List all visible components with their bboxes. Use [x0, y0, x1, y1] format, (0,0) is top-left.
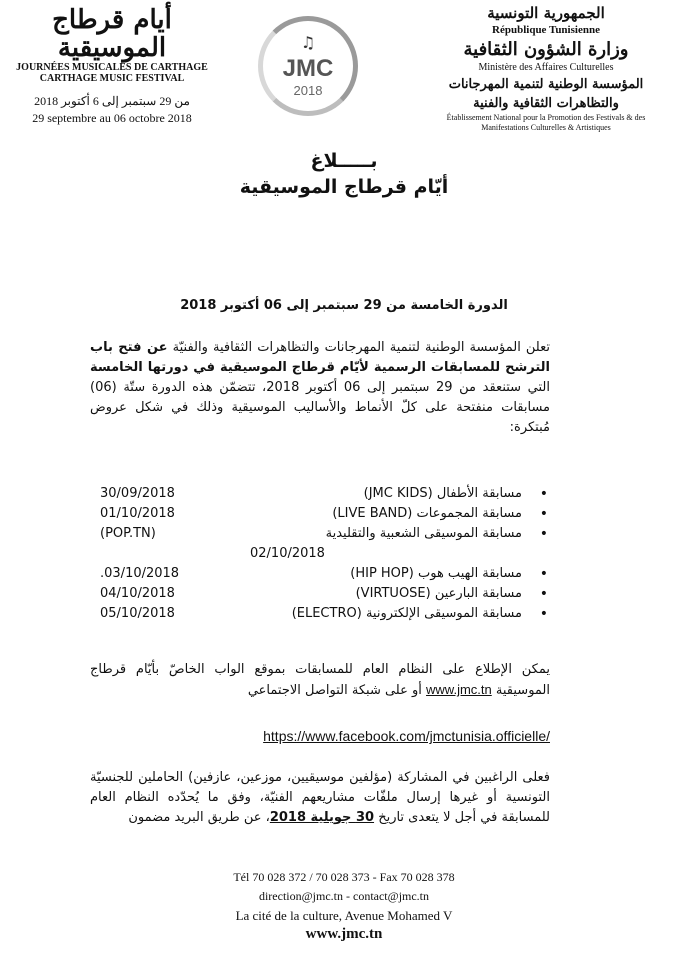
list-item — [100, 564, 522, 584]
intro-paragraph — [90, 338, 550, 438]
jmc-logo-text: JMC — [282, 55, 334, 82]
jmc-logo-year: 2018 — [293, 83, 323, 98]
announcement-subtitle: أيّام قرطاج الموسيقية — [239, 176, 449, 198]
competition-name: مسابقة المجموعات — [416, 506, 522, 521]
rules-paragraph — [90, 660, 550, 701]
competition-name: مسابقة الأطفال — [436, 486, 522, 501]
jmc-ring-icon — [258, 16, 358, 116]
competition-tag: (HIP HOP) — [350, 566, 414, 581]
intro-sentence-2: التي ستنعقد من 29 سبتمبر إلى 06 أكتوبر 2018، تتضمّن هذه الدورة ستّة (06) مسابقات منفتحة على كلّ الأنماط والأساليب الموسيقية وذلك في شكل عروض مُبتكرة: — [90, 380, 551, 435]
competitions-list — [100, 484, 550, 624]
facebook-link[interactable]: https://www.facebook.com/jmctunisia.officielle/ — [263, 728, 550, 744]
edition-heading: الدورة الخامسة من 29 سبتمبر إلى 06 أكتوبر 2018 — [180, 298, 508, 313]
establishment-ar-line2: والتظاهرات الثقافية والفنية — [473, 96, 619, 111]
competition-date: 01/10/2018 — [100, 506, 175, 521]
festival-subtitle-en: CARTHAGE MUSIC FESTIVAL — [39, 73, 185, 84]
competition-date: 02/10/2018 — [250, 546, 325, 561]
competition-date: 30/09/2018 — [100, 486, 175, 501]
intro-sentence-bold: عن فتح باب الترشح للمسابقات الرسمية لأيّام قرطاج الموسيقية في دورتها الخامسة — [90, 340, 550, 375]
ministry-header — [426, 4, 666, 133]
closing-text-a: فعلى الراغبين في المشاركة (مؤلفين موسيقيين، موزعين، عازفين) الحاملين للجنسيّة التونسية أو غيرها إرسال ملفّات مشاريعهم الفنيّة، وفق ما يُحدّده النظام العام للمسابقة في أجل لا يتعدى تاريخ — [90, 770, 550, 825]
competition-name: مسابقة البارعين — [434, 586, 522, 601]
competition-name: مسابقة الموسيقى الإلكترونية — [365, 606, 522, 621]
closing-text-b: ، عن طريق البريد مضمون — [128, 810, 270, 825]
competition-tag: (ELECTRO) — [291, 606, 362, 621]
competition-tag: (VIRTUOSE) — [355, 586, 431, 601]
intro-sentence-1: تعلن المؤسسة الوطنية لتنمية المهرجانات والتظاهرات الثقافية والفنيّة — [172, 340, 550, 355]
competition-tag: (JMC KIDS) — [363, 486, 433, 501]
festival-dates-fr: 29 septembre au 06 octobre 2018 — [32, 111, 192, 125]
competition-tag: (POP.TN) — [100, 526, 156, 541]
competition-tag: (LIVE BAND) — [332, 506, 413, 521]
website-link[interactable]: www.jmc.tn — [426, 682, 492, 697]
contact-footer — [0, 868, 688, 944]
list-item — [100, 484, 522, 504]
establishment-ar-line1: المؤسسة الوطنية لتنمية المهرجانات — [448, 77, 644, 92]
phone-fax: Tél 70 028 372 / 70 028 373 - Fax 70 028 378 — [233, 870, 455, 884]
competition-date: 05/10/2018 — [100, 606, 175, 621]
deadline-date: 30 جويلية 2018 — [269, 810, 375, 825]
music-note-icon: ♫ — [300, 33, 316, 52]
festival-dates-ar: من 29 سبتمبر إلى 6 أكتوبر 2018 — [34, 94, 190, 108]
festival-logo-text: أيام قرطاج الموسيقية — [52, 5, 172, 63]
rules-text-b: أو على شبكة التواصل الاجتماعي — [247, 683, 422, 698]
announcement-title: بـــــلاغ — [310, 150, 378, 172]
competition-date: 04/10/2018 — [100, 586, 175, 601]
email-addresses: direction@jmc.tn - contact@jmc.tn — [258, 889, 430, 903]
postal-address: La cité de la culture, Avenue Mohamed V — [235, 908, 453, 923]
competition-name: • مسابقة الموسيقى الشعبية والتقليدية — [325, 526, 522, 541]
republic-ar: الجمهورية التونسية — [487, 4, 605, 22]
list-item — [100, 604, 522, 624]
list-item — [100, 584, 522, 604]
festival-header — [12, 6, 212, 126]
list-item — [100, 504, 522, 524]
establishment-fr: Établissement National pour la Promotion des Festivals & des Manifestations Culturelles & Artistiques — [446, 113, 646, 132]
republic-fr: République Tunisienne — [492, 24, 600, 36]
closing-paragraph — [90, 768, 550, 828]
competition-date: 03/10/2018. — [100, 566, 180, 581]
ministry-ar: وزارة الشؤون الثقافية — [463, 39, 629, 60]
ministry-fr: Ministère des Affaires Culturelles — [478, 62, 614, 73]
footer-website: www.jmc.tn — [305, 926, 383, 942]
festival-subtitle-fr: JOURNÉES MUSICALES DE CARTHAGE — [16, 62, 208, 73]
jmc-logo — [258, 16, 368, 126]
rules-text-a: يمكن الإطلاع على النظام العام للمسابقات بموقع الواب الخاصّ بأيّام قرطاج الموسيقية — [90, 662, 550, 698]
competition-name: مسابقة الهيب هوب — [417, 566, 522, 581]
list-item — [100, 524, 522, 564]
